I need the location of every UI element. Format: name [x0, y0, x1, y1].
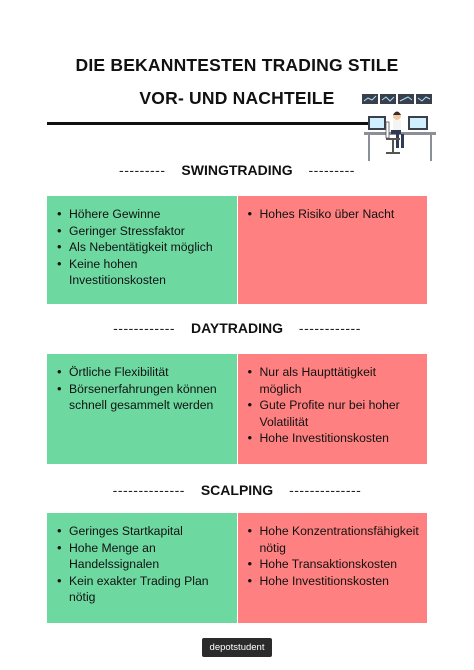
swingtrading-pros-cons — [47, 196, 427, 304]
trader-at-desk-illustration — [360, 92, 440, 164]
pro-item: • Keine hohen Investitionskosten — [55, 256, 229, 289]
page-title-line-2: VOR- UND NACHTEILE — [139, 88, 335, 108]
scalping-cons — [238, 513, 428, 623]
heading-dash-right: --------- — [308, 162, 355, 178]
daytrading-pros-cons — [47, 354, 427, 464]
pro-item: • Höhere Gewinne — [55, 206, 229, 223]
pro-item: • Als Nebentätigkeit möglich — [55, 239, 229, 256]
section-title: SWINGTRADING — [181, 162, 293, 178]
brand-badge: depotstudent — [202, 638, 272, 657]
heading-dash-right: -------------- — [289, 482, 362, 498]
swingtrading-cons — [238, 196, 428, 304]
pro-item: • Börsenerfahrungen können schnell gesammelt werden — [55, 381, 229, 414]
con-item: • Hohes Risiko über Nacht — [246, 206, 420, 223]
daytrading-cons — [238, 354, 428, 464]
pro-item: • Örtliche Flexibilität — [55, 364, 229, 381]
con-item: • Hohe Investitionskosten — [246, 573, 420, 590]
heading-dash-right: ------------ — [298, 320, 361, 336]
heading-dash-left: --------- — [119, 162, 166, 178]
pro-item: • Hohe Menge an Handelssignalen — [55, 540, 229, 573]
con-item: • Hohe Investitionskosten — [246, 430, 420, 447]
con-item: • Hohe Transaktionskosten — [246, 556, 420, 573]
swingtrading-pros — [47, 196, 237, 304]
section-title: DAYTRADING — [190, 320, 284, 336]
section-heading-scalping — [0, 482, 474, 498]
heading-dash-left: ------------ — [113, 320, 176, 336]
scalping-pros — [47, 513, 237, 623]
heading-dash-left: -------------- — [112, 482, 185, 498]
page-title-line-1: DIE BEKANNTESTEN TRADING STILE — [75, 55, 399, 75]
section-heading-daytrading — [0, 320, 474, 336]
daytrading-pros — [47, 354, 237, 464]
pro-item: • Geringer Stressfaktor — [55, 223, 229, 240]
con-item: • Gute Profite nur bei hoher Volatilität — [246, 397, 420, 430]
con-item: • Hohe Konzentrationsfähigkeit nötig — [246, 523, 420, 556]
title-underline — [47, 122, 377, 125]
scalping-pros-cons — [47, 513, 427, 623]
section-heading-swingtrading — [0, 162, 474, 178]
section-title: SCALPING — [200, 482, 274, 498]
con-item: • Nur als Haupttätigkeit möglich — [246, 364, 420, 397]
pro-item: • Kein exakter Trading Plan nötig — [55, 573, 229, 606]
pro-item: • Geringes Startkapital — [55, 523, 229, 540]
